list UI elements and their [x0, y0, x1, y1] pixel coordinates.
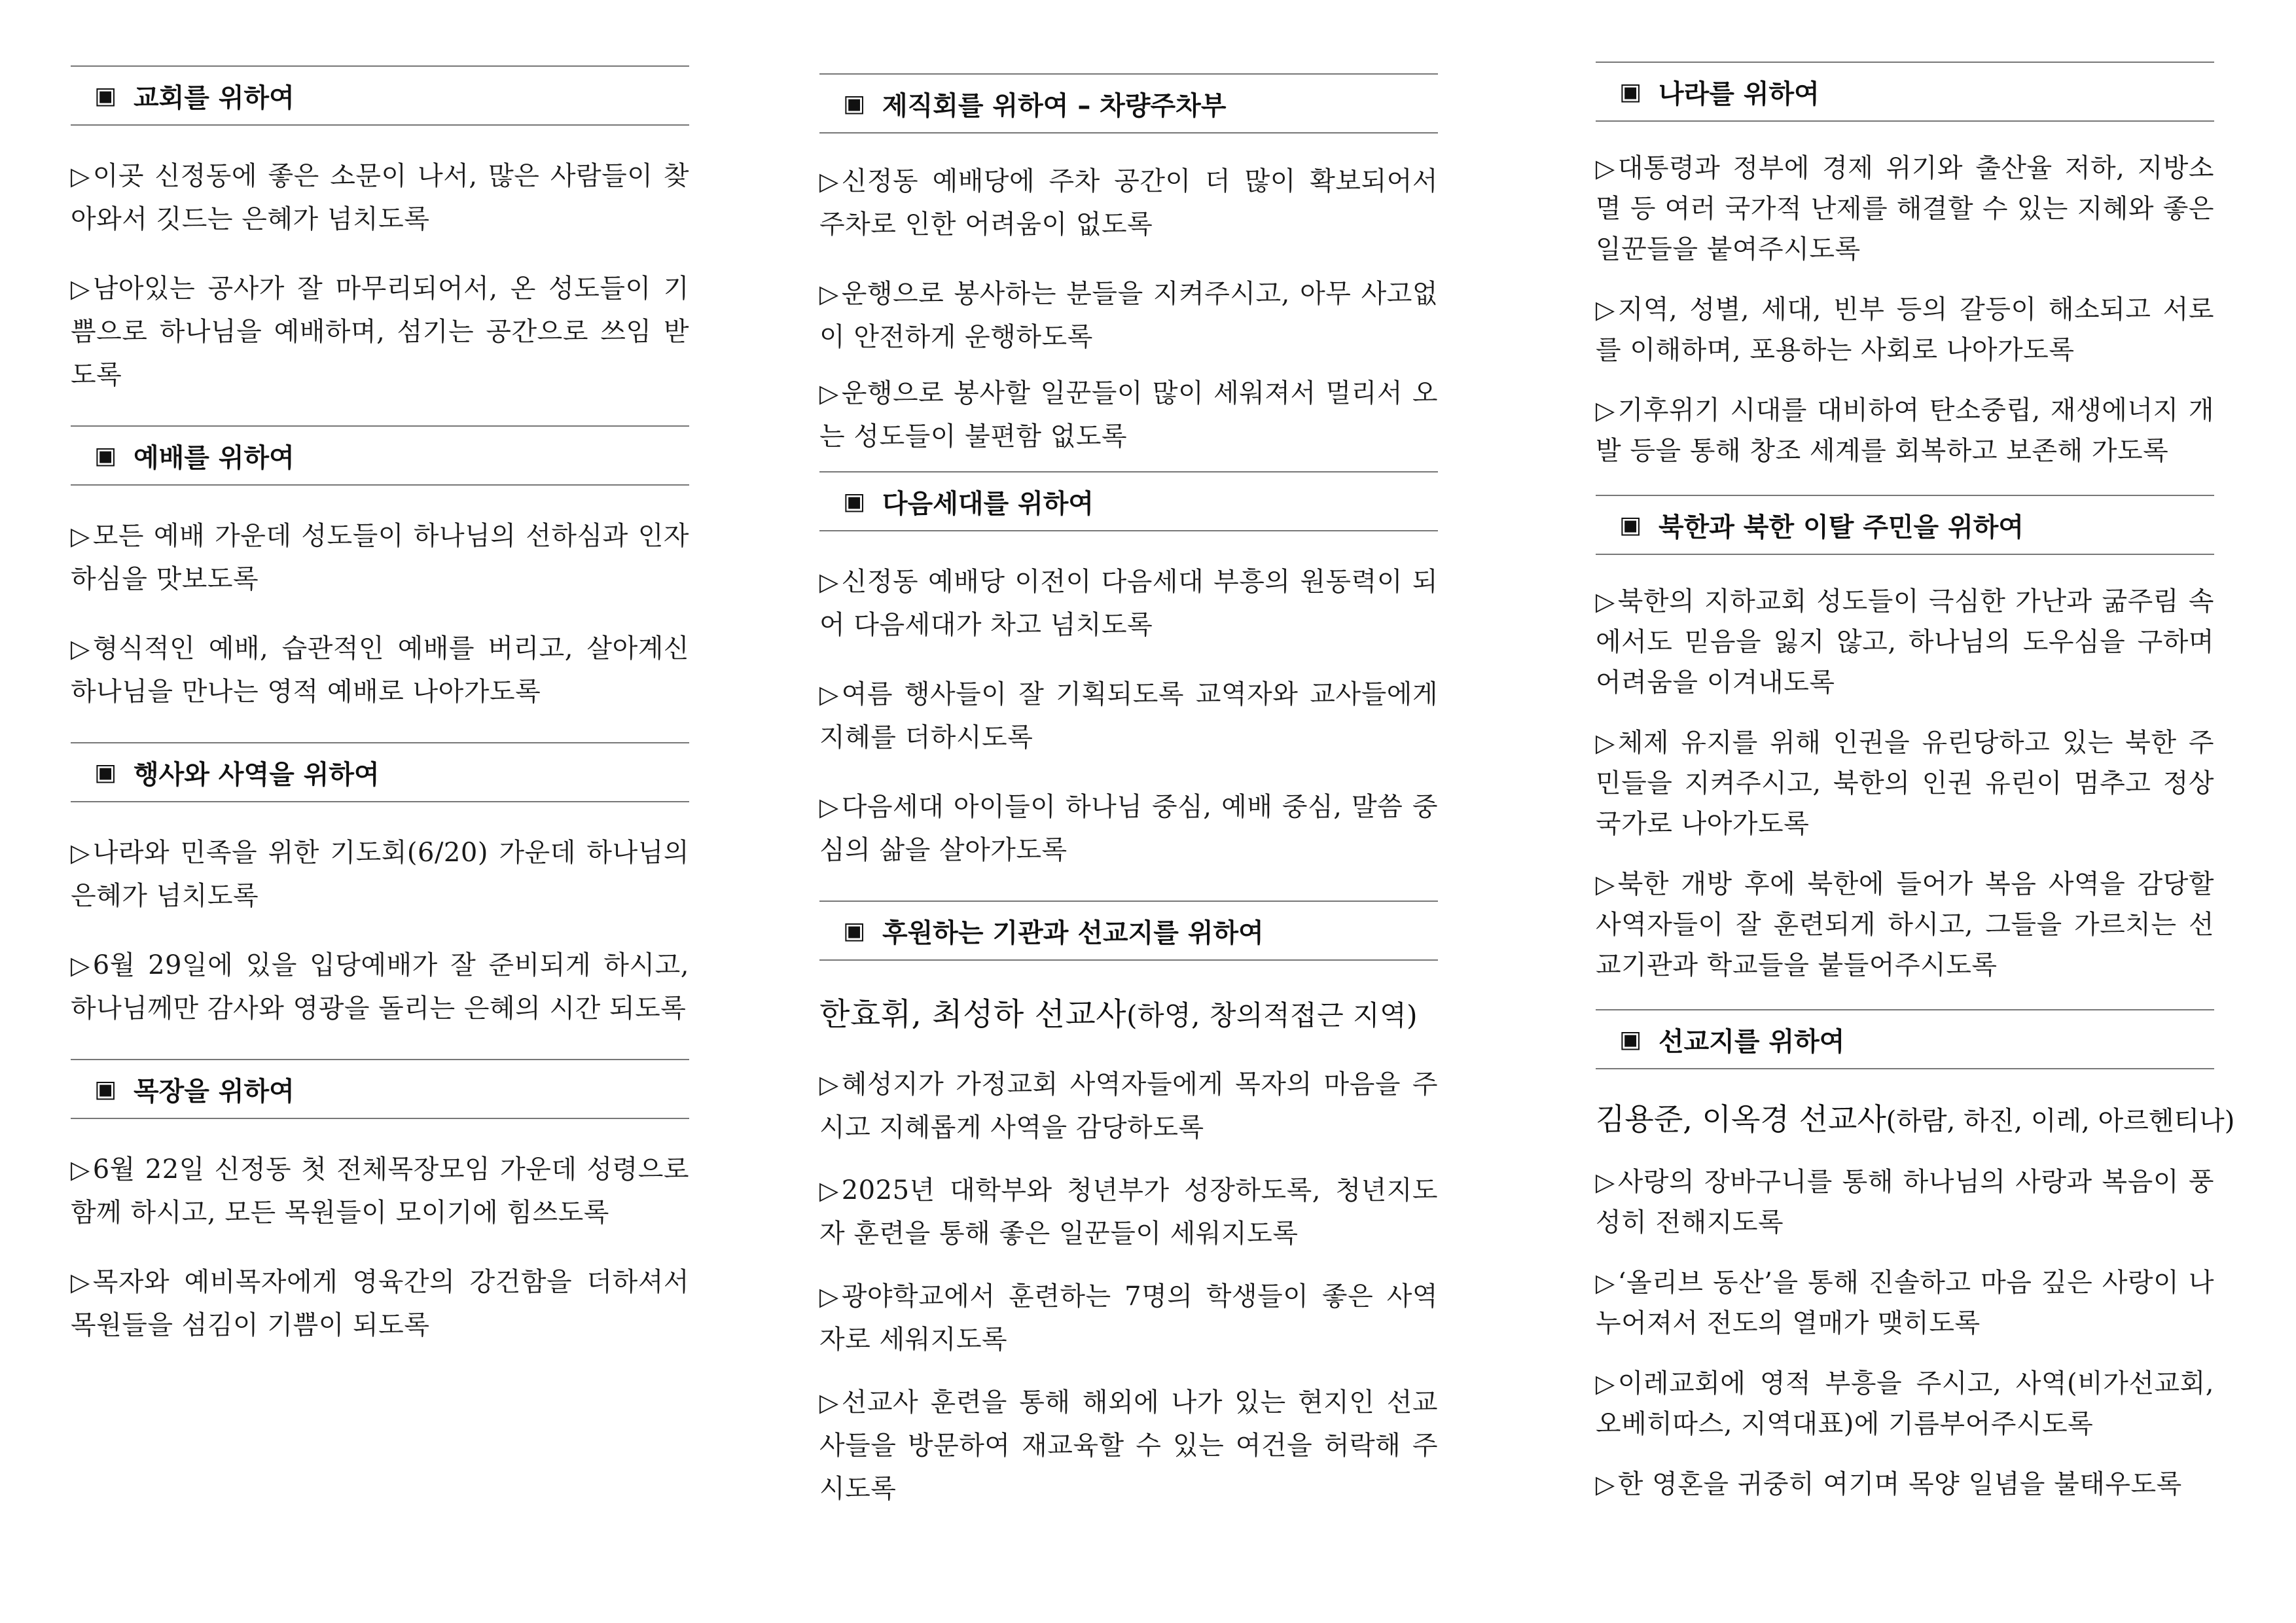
section-header-missions-support — [819, 901, 1438, 961]
triangle-right-icon: ▷ — [71, 634, 90, 663]
triangle-right-icon: ▷ — [1596, 1470, 1615, 1499]
section-header-church — [71, 65, 689, 126]
section-title: 목장을 위하여 — [134, 1076, 295, 1107]
triangle-right-icon: ▷ — [1596, 587, 1615, 616]
missionary-subheading: 한효휘, 최성하 선교사(하영, 창의적접근 지역) — [819, 996, 1418, 1033]
triangle-right-icon: ▷ — [1596, 1268, 1615, 1297]
prayer-item: ▷ 체제 유지를 위해 인권을 유린당하고 있는 북한 주민들을 지켜주시고, 북한의 인권 유린이 멈추고 정상국가로 나아가도록 — [1596, 722, 2214, 844]
triangle-right-icon: ▷ — [819, 1176, 839, 1205]
prayer-item: ▷ 이곳 신정동에 좋은 소문이 나서, 많은 사람들이 찾아와서 깃드는 은혜가 넘치도록 — [71, 154, 689, 241]
prayer-item: ▷ 사랑의 장바구니를 통해 하나님의 사랑과 복음이 풍성히 전해지도록 — [1596, 1162, 2214, 1243]
prayer-item: ▷ 대통령과 정부에 경제 위기와 출산율 저하, 지방소멸 등 여러 국가적 난제를 해결할 수 있는 지혜와 좋은 일꾼들을 붙여주시도록 — [1596, 148, 2214, 270]
square-bullet-icon: ▣ — [1619, 511, 1642, 539]
section-title: 제직회를 위하여 – 차량주차부 — [882, 90, 1227, 121]
triangle-right-icon: ▷ — [1596, 1168, 1615, 1196]
prayer-item: ▷ 북한 개방 후에 북한에 들어가 복음 사역을 감당할 사역자들이 잘 훈련되게 하시고, 그들을 가르치는 선교기관과 학교들을 붙들어주시도록 — [1596, 864, 2214, 986]
prayer-item: ▷ 모든 예배 가운데 성도들이 하나님의 선하심과 인자하심을 맛보도록 — [71, 514, 689, 601]
prayer-item: ▷ 이레교회에 영적 부흥을 주시고, 사역(비가선교회, 오베히따스, 지역대표)에 기름부어주시도록 — [1596, 1363, 2214, 1444]
section-title: 교회를 위하여 — [134, 82, 295, 113]
section-header-nation — [1596, 62, 2214, 122]
prayer-item: ▷ ‘올리브 동산’을 통해 진솔하고 마음 깊은 사랑이 나누어져서 전도의 열매가 맺히도록 — [1596, 1262, 2214, 1344]
triangle-right-icon: ▷ — [1596, 396, 1615, 425]
triangle-right-icon: ▷ — [819, 793, 839, 821]
section-header-small-group — [71, 1059, 689, 1119]
section-title: 행사와 사역을 위하여 — [134, 759, 380, 790]
square-bullet-icon: ▣ — [843, 488, 866, 515]
triangle-right-icon: ▷ — [1596, 154, 1615, 183]
square-bullet-icon: ▣ — [843, 90, 866, 117]
triangle-right-icon: ▷ — [819, 279, 839, 308]
triangle-right-icon: ▷ — [819, 1388, 839, 1417]
prayer-item: ▷ 광야학교에서 훈련하는 7명의 학생들이 좋은 사역자로 세워지도록 — [819, 1275, 1438, 1361]
section-header-north-korea — [1596, 495, 2214, 555]
square-bullet-icon: ▣ — [1619, 1026, 1642, 1053]
triangle-right-icon: ▷ — [1596, 1369, 1615, 1398]
triangle-right-icon: ▷ — [71, 162, 90, 190]
column-middle — [819, 0, 1438, 1510]
missionary-subheading: 김용준, 이옥경 선교사(하람, 하진, 이레, 아르헨티나) — [1596, 1101, 2235, 1137]
triangle-right-icon: ▷ — [71, 838, 90, 867]
triangle-right-icon: ▷ — [819, 567, 839, 596]
prayer-item: ▷ 여름 행사들이 잘 기획되도록 교역자와 교사들에게 지혜를 더하시도록 — [819, 673, 1438, 759]
column-right — [1596, 0, 2235, 1505]
section-title: 후원하는 기관과 선교지를 위하여 — [882, 918, 1264, 948]
triangle-right-icon: ▷ — [1596, 295, 1615, 324]
triangle-right-icon: ▷ — [71, 1155, 90, 1184]
triangle-right-icon: ▷ — [819, 1070, 839, 1099]
prayer-item: ▷ 다음세대 아이들이 하나님 중심, 예배 중심, 말씀 중심의 삶을 살아가도록 — [819, 785, 1438, 872]
prayer-item: ▷ 기후위기 시대를 대비하여 탄소중립, 재생에너지 개발 등을 통해 창조 세계를 회복하고 보존해 가도록 — [1596, 390, 2214, 471]
prayer-item: ▷ 나라와 민족을 위한 기도회(6/20) 가운데 하나님의 은혜가 넘치도록 — [71, 831, 689, 918]
square-bullet-icon: ▣ — [1619, 78, 1642, 105]
section-title: 다음세대를 위하여 — [882, 488, 1094, 519]
section-title: 나라를 위하여 — [1659, 79, 1820, 109]
square-bullet-icon: ▣ — [94, 1075, 117, 1103]
prayer-item: ▷ 형식적인 예배, 습관적인 예배를 버리고, 살아계신 하나님을 만나는 영적 예배로 나아가도록 — [71, 627, 689, 713]
triangle-right-icon: ▷ — [819, 379, 839, 408]
prayer-item: ▷ 한 영혼을 귀중히 여기며 목양 일념을 불태우도록 — [1596, 1464, 2214, 1505]
prayer-item: ▷ 신정동 예배당 이전이 다음세대 부흥의 원동력이 되어 다음세대가 차고 넘치도록 — [819, 560, 1438, 647]
prayer-item: ▷ 목자와 예비목자에게 영육간의 강건함을 더하셔서 목원들을 섬김이 기쁨이 되도록 — [71, 1260, 689, 1347]
prayer-item: ▷ 신정동 예배당에 주차 공간이 더 많이 확보되어서 주차로 인한 어려움이 없도록 — [819, 160, 1438, 246]
square-bullet-icon: ▣ — [94, 758, 117, 786]
section-header-mission-field — [1596, 1009, 2214, 1069]
triangle-right-icon: ▷ — [71, 274, 90, 303]
prayer-item: ▷ 혜성지가 가정교회 사역자들에게 목자의 마음을 주시고 지혜롭게 사역을 감당하도록 — [819, 1063, 1438, 1149]
section-header-worship — [71, 425, 689, 486]
triangle-right-icon: ▷ — [71, 1268, 90, 1296]
prayer-item: ▷ 운행으로 봉사하는 분들을 지켜주시고, 아무 사고없이 안전하게 운행하도록 — [819, 272, 1438, 359]
triangle-right-icon: ▷ — [819, 167, 839, 196]
section-title: 북한과 북한 이탈 주민을 위하여 — [1659, 512, 2024, 543]
section-title: 예배를 위하여 — [134, 442, 295, 473]
prayer-item: ▷ 지역, 성별, 세대, 빈부 등의 갈등이 해소되고 서로를 이해하며, 포용하는 사회로 나아가도록 — [1596, 289, 2214, 370]
prayer-item: ▷ 선교사 훈련을 통해 해외에 나가 있는 현지인 선교사들을 방문하여 재교육할 수 있는 여건을 허락해 주시도록 — [819, 1381, 1438, 1510]
triangle-right-icon: ▷ — [71, 951, 90, 980]
column-left — [71, 0, 689, 1347]
prayer-item: ▷ 북한의 지하교회 성도들이 극심한 가난과 굶주림 속에서도 믿음을 잃지 않고, 하나님의 도우심을 구하며 어려움을 이겨내도록 — [1596, 581, 2214, 703]
prayer-item: ▷ 남아있는 공사가 잘 마무리되어서, 온 성도들이 기쁨으로 하나님을 예배하며, 섬기는 공간으로 쓰임 받도록 — [71, 267, 689, 397]
prayer-item: ▷ 운행으로 봉사할 일꾼들이 많이 세워져서 멀리서 오는 성도들이 불편함 없도록 — [819, 372, 1438, 458]
triangle-right-icon: ▷ — [1596, 728, 1615, 757]
square-bullet-icon: ▣ — [94, 82, 117, 109]
prayer-item: ▷ 6월 22일 신정동 첫 전체목장모임 가운데 성령으로 함께 하시고, 모든 목원들이 모이기에 힘쓰도록 — [71, 1148, 689, 1234]
triangle-right-icon: ▷ — [819, 680, 839, 709]
triangle-right-icon: ▷ — [71, 522, 90, 550]
section-header-deacons — [819, 73, 1438, 134]
triangle-right-icon: ▷ — [819, 1282, 839, 1311]
prayer-item: ▷ 6월 29일에 있을 입당예배가 잘 준비되게 하시고, 하나님께만 감사와 영광을 돌리는 은혜의 시간 되도록 — [71, 944, 689, 1030]
prayer-item: ▷ 2025년 대학부와 청년부가 성장하도록, 청년지도자 훈련을 통해 좋은 일꾼들이 세워지도록 — [819, 1169, 1438, 1255]
section-header-events — [71, 742, 689, 802]
section-header-next-generation — [819, 471, 1438, 531]
triangle-right-icon: ▷ — [1596, 870, 1615, 899]
square-bullet-icon: ▣ — [843, 917, 866, 944]
section-title: 선교지를 위하여 — [1659, 1026, 1845, 1057]
square-bullet-icon: ▣ — [94, 442, 117, 469]
